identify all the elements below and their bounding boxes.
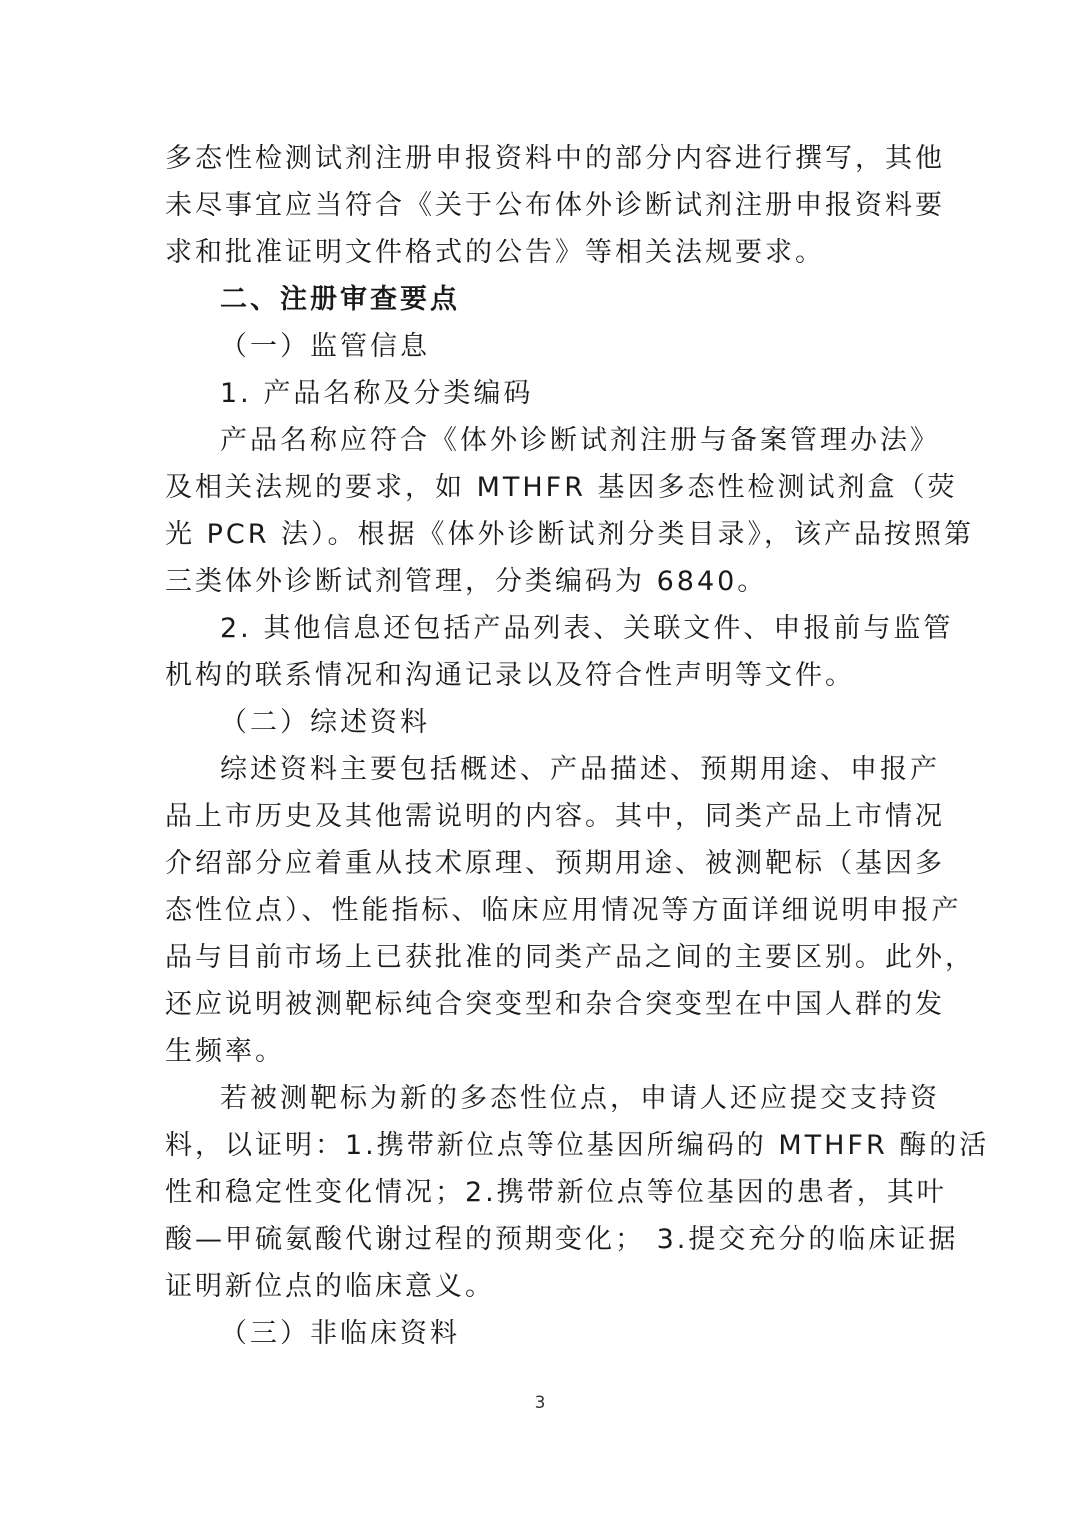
body-text-line: 介绍部分应着重从技术原理、预期用途、被测靶标（基因多 — [165, 848, 945, 879]
body-text-line: 证明新位点的临床意义。 — [165, 1271, 495, 1302]
body-text-line: 综述资料主要包括概述、产品描述、预期用途、申报产 — [220, 754, 940, 785]
body-text-line: 酸—甲硫氨酸代谢过程的预期变化； 3.提交充分的临床证据 — [165, 1224, 959, 1255]
body-text-line: 品与目前市场上已获批准的同类产品之间的主要区别。此外， — [165, 942, 975, 973]
body-text-line: 2. 其他信息还包括产品列表、关联文件、申报前与监管 — [220, 613, 954, 644]
body-text-line: 多态性检测试剂注册申报资料中的部分内容进行撰写，其他 — [165, 143, 945, 174]
item-heading: 1. 产品名称及分类编码 — [220, 378, 534, 409]
body-text-line: 光 PCR 法）。根据《体外诊断试剂分类目录》，该产品按照第 — [165, 519, 975, 550]
body-text-line: 三类体外诊断试剂管理，分类编码为 6840。 — [165, 566, 768, 597]
body-text-line: 机构的联系情况和沟通记录以及符合性声明等文件。 — [165, 660, 855, 691]
subsection-heading: （一）监管信息 — [220, 331, 430, 362]
page-number: 3 — [534, 1393, 546, 1413]
subsection-heading: （三）非临床资料 — [220, 1318, 460, 1349]
body-text-line: 还应说明被测靶标纯合突变型和杂合突变型在中国人群的发 — [165, 989, 945, 1020]
body-text-line: 若被测靶标为新的多态性位点，申请人还应提交支持资 — [220, 1083, 940, 1114]
section-heading: 二、注册审查要点 — [220, 284, 460, 315]
body-text-line: 未尽事宜应当符合《关于公布体外诊断试剂注册申报资料要 — [165, 190, 945, 221]
body-text-line: 产品名称应符合《体外诊断试剂注册与备案管理办法》 — [220, 425, 940, 456]
body-text-line: 求和批准证明文件格式的公告》等相关法规要求。 — [165, 237, 825, 268]
body-text-line: 生频率。 — [165, 1036, 285, 1067]
body-text-line: 品上市历史及其他需说明的内容。其中，同类产品上市情况 — [165, 801, 945, 832]
body-text-line: 态性位点）、性能指标、临床应用情况等方面详细说明申报产 — [165, 895, 962, 926]
body-text-line: 性和稳定性变化情况；2.携带新位点等位基因的患者，其叶 — [165, 1177, 947, 1208]
subsection-heading: （二）综述资料 — [220, 707, 430, 738]
body-text-line: 料，以证明：1.携带新位点等位基因所编码的 MTHFR 酶的活 — [165, 1130, 990, 1161]
body-text-line: 及相关法规的要求，如 MTHFR 基因多态性检测试剂盒（荧 — [165, 472, 958, 503]
